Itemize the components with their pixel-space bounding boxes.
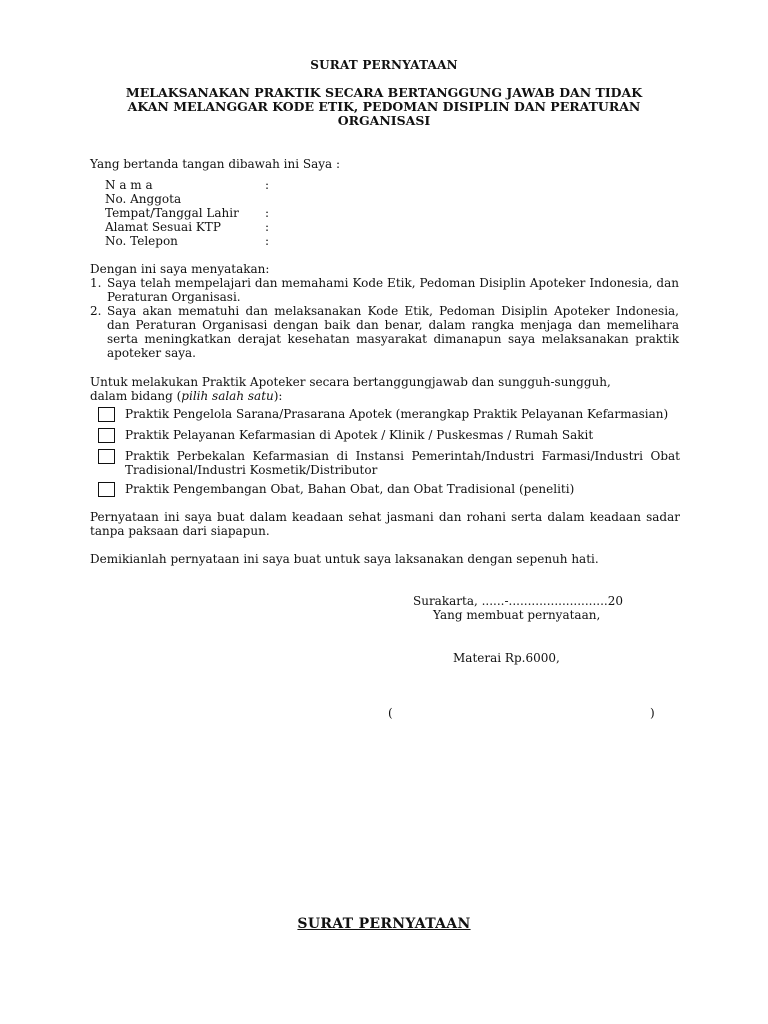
instruction-italic: pilih salah satu bbox=[181, 389, 274, 403]
option-label: Praktik Perbekalan Kefarmasian di Instansi Pemerintah/Industri Farmasi/Industri Obat Tradisional/Industri Kosmetik/Distributor bbox=[125, 449, 680, 477]
field-member-number-label: No. Anggota bbox=[105, 192, 182, 206]
practice-intro-line: Untuk melakukan Praktik Apoteker secara bertanggungjawab dan sungguh-sungguh, bbox=[90, 375, 611, 389]
subtitle-line: MELAKSANAKAN PRAKTIK SECARA BERTANGGUNG JAWAB DAN TIDAK bbox=[125, 85, 643, 100]
practice-option[interactable] bbox=[98, 482, 680, 500]
statement-intro: Dengan ini saya menyatakan: bbox=[90, 262, 270, 276]
practice-option[interactable] bbox=[98, 428, 680, 446]
closing-statement: Demikianlah pernyataan ini saya buat untuk saya laksanakan dengan sepenuh hati. bbox=[90, 552, 599, 566]
statement-number: 1. bbox=[90, 276, 102, 290]
option-checkbox[interactable] bbox=[98, 482, 115, 497]
field-name-label: N a m a bbox=[105, 178, 153, 192]
closing-paragraph: Pernyataan ini saya buat dalam keadaan sehat jasmani dan rohani serta dalam keadaan sadar tanpa paksaan dari siapapun. bbox=[90, 510, 680, 538]
instruction-prefix: dalam bidang ( bbox=[90, 389, 182, 403]
statement-number: 2. bbox=[90, 304, 102, 318]
option-checkbox[interactable] bbox=[98, 449, 115, 464]
signer-caption: Yang membuat pernyataan, bbox=[433, 608, 601, 622]
intro-text: Yang bertanda tangan dibawah ini Saya : bbox=[90, 157, 341, 171]
practice-choice-instruction bbox=[90, 389, 282, 403]
practice-option[interactable] bbox=[98, 449, 680, 479]
subtitle-line: AKAN MELANGGAR KODE ETIK, PEDOMAN DISIPLIN DAN PERATURAN bbox=[127, 99, 641, 114]
option-label: Praktik Pengelola Sarana/Prasarana Apotek (merangkap Praktik Pelayanan Kefarmasian) bbox=[125, 407, 669, 421]
field-colon: : bbox=[265, 220, 270, 234]
document-subtitle bbox=[100, 86, 668, 128]
field-address-label: Alamat Sesuai KTP bbox=[105, 220, 221, 234]
subtitle-line: ORGANISASI bbox=[337, 113, 431, 128]
instruction-suffix: ): bbox=[273, 389, 283, 403]
document-title: SURAT PERNYATAAN bbox=[310, 58, 458, 72]
field-birth-label: Tempat/Tanggal Lahir bbox=[105, 206, 239, 220]
statement-text: Saya akan mematuhi dan melaksanakan Kode Etik, Pedoman Disiplin Apoteker Indonesia, dan Peraturan Organisasi dengan baik dan benar, dalam rangka menjaga dan memelihara serta meningkatkan derajat kesehatan masyarakat dimanapun saya melaksanakan praktik apoteker saya. bbox=[107, 304, 679, 360]
stamp-duty-note: Materai Rp.6000, bbox=[453, 651, 560, 665]
option-checkbox[interactable] bbox=[98, 428, 115, 443]
next-page-title: SURAT PERNYATAAN bbox=[297, 916, 471, 932]
place-date: Surakarta, ......-..........................20 bbox=[413, 594, 623, 608]
option-checkbox[interactable] bbox=[98, 407, 115, 422]
statement-text: Saya telah mempelajari dan memahami Kode Etik, Pedoman Disiplin Apoteker Indonesia, dan Peraturan Organisasi. bbox=[107, 276, 679, 304]
field-colon: : bbox=[265, 234, 270, 248]
practice-option[interactable] bbox=[98, 407, 680, 425]
field-colon: : bbox=[265, 206, 270, 220]
field-phone-label: No. Telepon bbox=[105, 234, 178, 248]
signature-open-paren: ( bbox=[388, 706, 393, 720]
signature-close-paren: ) bbox=[650, 706, 655, 720]
field-colon: : bbox=[265, 178, 270, 192]
option-label: Praktik Pengembangan Obat, Bahan Obat, dan Obat Tradisional (peneliti) bbox=[125, 482, 575, 496]
option-label: Praktik Pelayanan Kefarmasian di Apotek / Klinik / Puskesmas / Rumah Sakit bbox=[125, 428, 594, 442]
